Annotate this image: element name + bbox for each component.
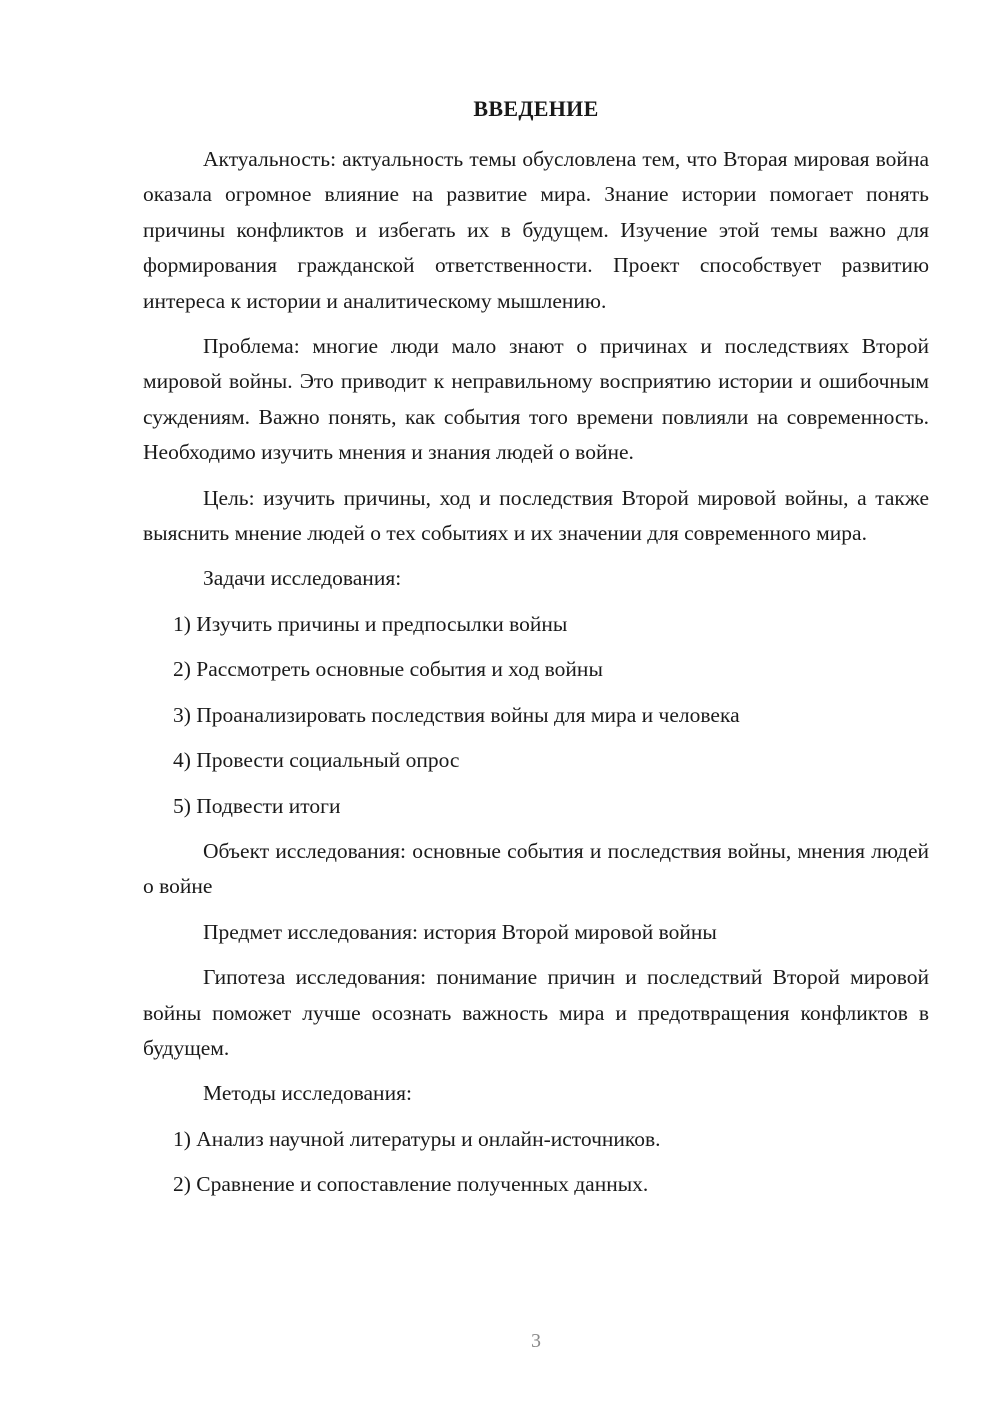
goal-paragraph: Цель: изучить причины, ход и последствия Второй мировой войны, а также выяснить мнение людей о тех событиях и их значении для современного мира.: [143, 485, 929, 546]
list-item: 2) Рассмотреть основные события и ход войны: [173, 657, 603, 682]
hypothesis-paragraph: Гипотеза исследования: понимание причин и последствий Второй мировой войны поможет лучше осознать важность мира и предотвращения конфликтов в будущем.: [143, 965, 929, 1060]
list-item: 5) Подвести итоги: [173, 793, 341, 818]
tasks-heading: Задачи исследования:: [203, 566, 402, 591]
document-body: [143, 142, 929, 1213]
methods-heading: Методы исследования:: [203, 1081, 412, 1106]
section-heading: ВВЕДЕНИЕ: [473, 96, 599, 121]
list-item: 4) Провести социальный опрос: [173, 748, 460, 773]
relevance-paragraph: Актуальность: актуальность темы обусловлена тем, что Вторая мировая война оказала огромное влияние на развитие мира. Знание истории помогает понять причины конфликтов и избегать их в будущем. Изучение этой темы важно для формирования гражданской ответственности. Проект способствует развитию интереса к истории и аналитическому мышлению.: [143, 147, 929, 313]
tasks-list: [143, 607, 929, 824]
list-item: 1) Анализ научной литературы и онлайн-источников.: [173, 1126, 661, 1151]
list-item: 2) Сравнение и сопоставление полученных данных.: [173, 1172, 649, 1197]
subject-paragraph: Предмет исследования: история Второй мировой войны: [203, 919, 717, 944]
list-item: 3) Проанализировать последствия войны для мира и человека: [173, 702, 740, 727]
object-paragraph: Объект исследования: основные события и последствия войны, мнения людей о войне: [143, 838, 929, 899]
methods-list: [143, 1122, 929, 1203]
problem-paragraph: Проблема: многие люди мало знают о причинах и последствиях Второй мировой войны. Это приводит к неправильному восприятию истории и ошибочным суждениям. Важно понять, как события того времени повлияли на современность. Необходимо изучить мнения и знания людей о войне.: [143, 334, 929, 465]
list-item: 1) Изучить причины и предпосылки войны: [173, 611, 568, 636]
page-number: 3: [531, 1330, 541, 1352]
